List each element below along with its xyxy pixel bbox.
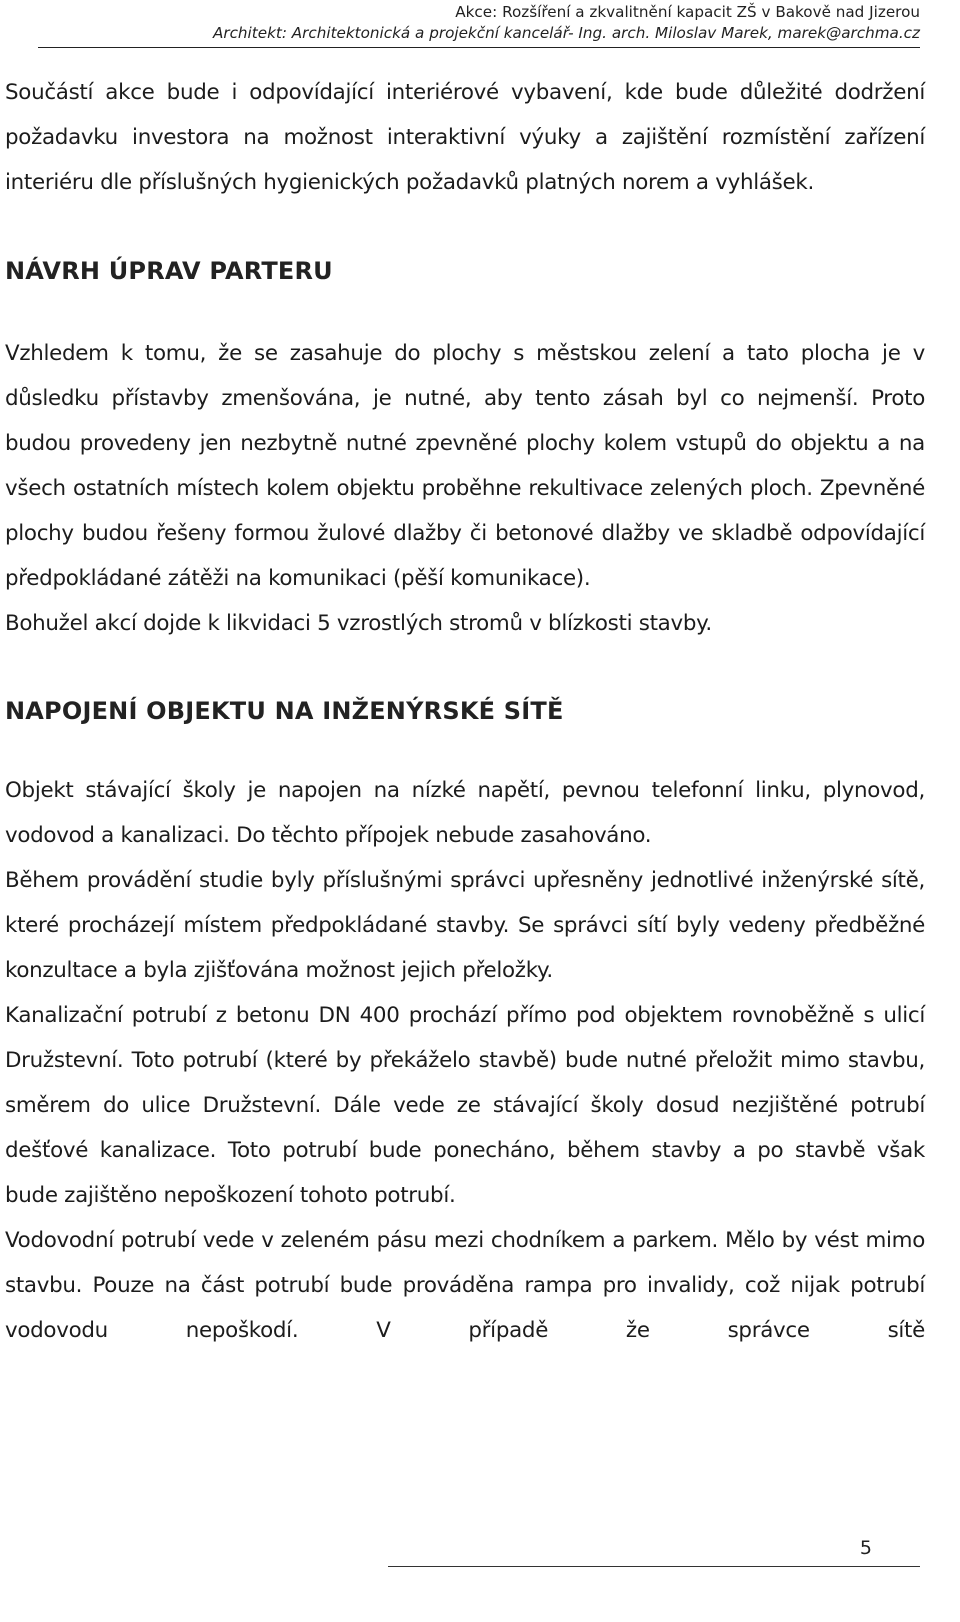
section-heading-utilities: NAPOJENÍ OBJEKTU NA INŽENÝRSKÉ SÍTĚ — [5, 697, 564, 725]
utilities-paragraph-4: Vodovodní potrubí vede v zeleném pásu mezi chodníkem a parkem. Mělo by vést mimo stavbu. Pouze na část potrubí bude prováděna rampa pro invalidy, což nijak potrubí vodovodu nepoškodí. V případě že správce sítě — [5, 1228, 925, 1343]
utilities-paragraph-3: Kanalizační potrubí z betonu DN 400 prochází přímo pod objektem rovnoběžně s ulicí Družstevní. Toto potrubí (které by překáželo stavbě) bude nutné přeložit mimo stavbu, směrem do ulice Družstevní. Dále vede ze stávající školy dosud nezjištěné potrubí dešťové kanalizace. Toto potrubí bude ponecháno, během stavby a po stavbě však bude zajištěno nepoškození tohoto potrubí. — [5, 1003, 925, 1208]
parter-trees-paragraph: Bohužel akcí dojde k likvidaci 5 vzrostlých stromů v blízkosti stavby. — [5, 611, 712, 636]
section-heading-parter: NÁVRH ÚPRAV PARTERU — [5, 257, 333, 285]
page-number: 5 — [859, 1537, 872, 1559]
document-body — [5, 70, 925, 1353]
footer-divider — [388, 1566, 920, 1567]
intro-paragraph: Součástí akce bude i odpovídající interiérové vybavení, kde bude důležité dodržení požadavku investora na možnost interaktivní výuky a zajištění rozmístění zařízení interiéru dle příslušných hygienických požadavků platných norem a vyhlášek. — [5, 80, 925, 195]
header-divider — [38, 47, 920, 48]
utilities-paragraph-2: Během provádění studie byly příslušnými správci upřesněny jednotlivé inženýrské sítě, které procházejí místem předpokládané stavby. Se správci sítí byly vedeny předběžné konzultace a byla zjišťována možnost jejich přeložky. — [5, 868, 925, 983]
header-project-line: Akce: Rozšíření a zkvalitnění kapacit ZŠ v Bakově nad Jizerou — [455, 3, 920, 21]
utilities-paragraph-1: Objekt stávající školy je napojen na nízké napětí, pevnou telefonní linku, plynovod, vodovod a kanalizaci. Do těchto přípojek nebude zasahováno. — [5, 778, 925, 848]
parter-paragraph: Vzhledem k tomu, že se zasahuje do plochy s městskou zelení a tato plocha je v důsledku přístavby zmenšována, je nutné, aby tento zásah byl co nejmenší. Proto budou provedeny jen nezbytně nutné zpevněné plochy kolem vstupů do objektu a na všech ostatních místech kolem objektu proběhne rekultivace zelených ploch. Zpevněné plochy budou řešeny formou žulové dlažby či betonové dlažby ve skladbě odpovídající předpokládané zátěži na komunikaci (pěší komunikace). — [5, 341, 925, 591]
page-header — [213, 2, 920, 44]
header-architect-line: Architekt: Architektonická a projekční kancelář- Ing. arch. Miloslav Marek, marek@archma.cz — [212, 24, 920, 42]
